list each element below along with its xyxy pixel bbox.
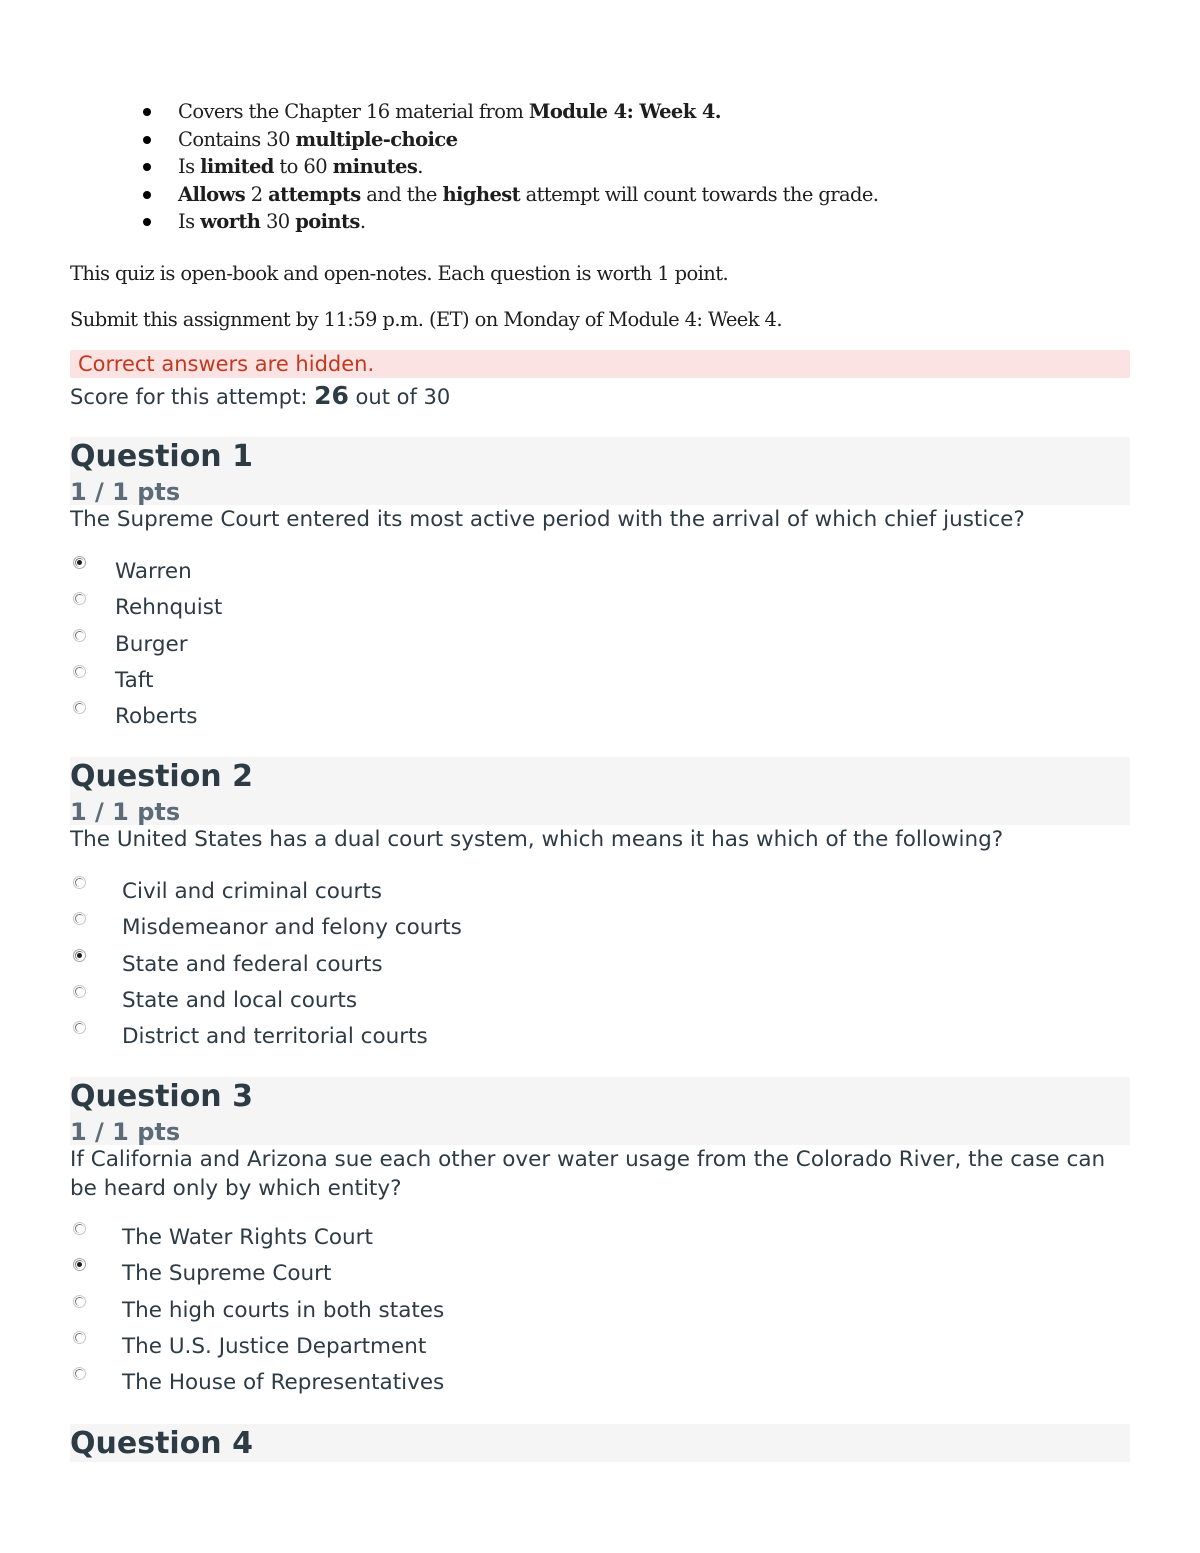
bold-run: worth [200, 210, 261, 233]
radio-unselected-icon[interactable] [73, 629, 86, 642]
question-2-text: The United States has a dual court system, which means it has which of the following? [70, 827, 1004, 852]
bold-run: points [295, 210, 360, 233]
question-title: Question 4 [70, 1426, 253, 1461]
text-run: Contains 30 [178, 127, 296, 151]
text-run: 30 [260, 210, 296, 233]
quiz-detail-item [130, 153, 878, 181]
answer-label: The Water Rights Court [122, 1225, 373, 1250]
score-value: 26 [314, 381, 349, 410]
radio-unselected-icon[interactable] [73, 985, 86, 998]
bold-run: attempts [268, 182, 361, 206]
question-3-text: If California and Arizona sue each other over water usage from the Colorado River, the case can be heard only by which entity? [70, 1147, 1106, 1201]
answer-label: State and federal courts [122, 951, 383, 977]
answer-label: The high courts in both states [122, 1297, 445, 1323]
text-run: to 60 [273, 155, 333, 178]
bold-run: minutes [332, 155, 418, 178]
radio-unselected-icon[interactable] [73, 1295, 86, 1308]
text-run: Is [178, 210, 201, 233]
answer-label: The U.S. Justice Department [122, 1333, 427, 1359]
question-4-header [70, 1424, 1130, 1462]
radio-selected-icon[interactable] [73, 1258, 86, 1271]
answer-label: State and local courts [122, 987, 358, 1013]
question-title: Question 2 [70, 759, 253, 794]
radio-unselected-icon[interactable] [73, 876, 86, 889]
answer-label: Warren [115, 559, 192, 584]
answer-label: Roberts [115, 704, 198, 730]
answer-label: Rehnquist [115, 595, 223, 621]
quiz-detail-item [130, 208, 878, 236]
answer-label: Taft [115, 667, 154, 693]
text-run: and the [360, 182, 443, 206]
question-3-header [70, 1077, 1130, 1145]
answer-label: Burger [115, 631, 188, 657]
question-points: 1 / 1 pts [70, 1118, 181, 1146]
text-run: 2 [245, 182, 269, 206]
open-book-note: This quiz is open-book and open-notes. Each question is worth 1 point. [70, 262, 729, 285]
deadline-note: Submit this assignment by 11:59 p.m. (ET) on Monday of Module 4: Week 4. [70, 308, 782, 331]
radio-unselected-icon[interactable] [73, 1222, 86, 1235]
quiz-detail-item [130, 98, 878, 126]
question-2-header [70, 757, 1130, 825]
text-run: Is [178, 155, 201, 178]
bold-run: multiple-choice [295, 127, 458, 151]
quiz-detail-item [130, 126, 878, 154]
bold-run: limited [200, 155, 274, 178]
answer-label: The House of Representatives [122, 1370, 445, 1396]
text-run: attempt will count towards the grade. [520, 182, 879, 206]
text-run: . [417, 155, 423, 178]
bold-run: Module 4: Week 4. [528, 100, 722, 123]
text-run: . [359, 210, 366, 233]
radio-unselected-icon[interactable] [73, 1331, 86, 1344]
question-1-header [70, 437, 1130, 505]
radio-selected-icon[interactable] [73, 556, 86, 569]
bold-run: Allows [178, 182, 246, 206]
question-title: Question 3 [70, 1079, 253, 1114]
question-points: 1 / 1 pts [70, 478, 181, 506]
text-run: Covers the Chapter 16 material from [178, 100, 529, 123]
question-title: Question 1 [70, 439, 253, 474]
answers-hidden-banner [70, 350, 1130, 378]
answer-label: District and territorial courts [122, 1024, 428, 1050]
answer-label: Misdemeanor and felony courts [122, 915, 462, 941]
question-points: 1 / 1 pts [70, 798, 181, 826]
answers-hidden-text: Correct answers are hidden. [78, 352, 375, 376]
radio-unselected-icon[interactable] [73, 701, 86, 714]
score-suffix: out of 30 [348, 385, 451, 409]
quiz-details-list [130, 98, 878, 236]
quiz-detail-item [130, 181, 878, 209]
radio-unselected-icon[interactable] [73, 912, 86, 925]
radio-unselected-icon[interactable] [73, 1367, 86, 1380]
answer-label: Civil and criminal courts [122, 879, 383, 904]
radio-unselected-icon[interactable] [73, 1021, 86, 1034]
radio-selected-icon[interactable] [73, 949, 86, 962]
score-prefix: Score for this attempt: [70, 385, 315, 409]
bold-run: highest [442, 182, 521, 206]
answer-label: The Supreme Court [122, 1261, 332, 1287]
question-1-text: The Supreme Court entered its most active period with the arrival of which chief justice? [70, 507, 1025, 532]
attempt-score [70, 380, 450, 413]
radio-unselected-icon[interactable] [73, 665, 86, 678]
radio-unselected-icon[interactable] [73, 592, 86, 605]
